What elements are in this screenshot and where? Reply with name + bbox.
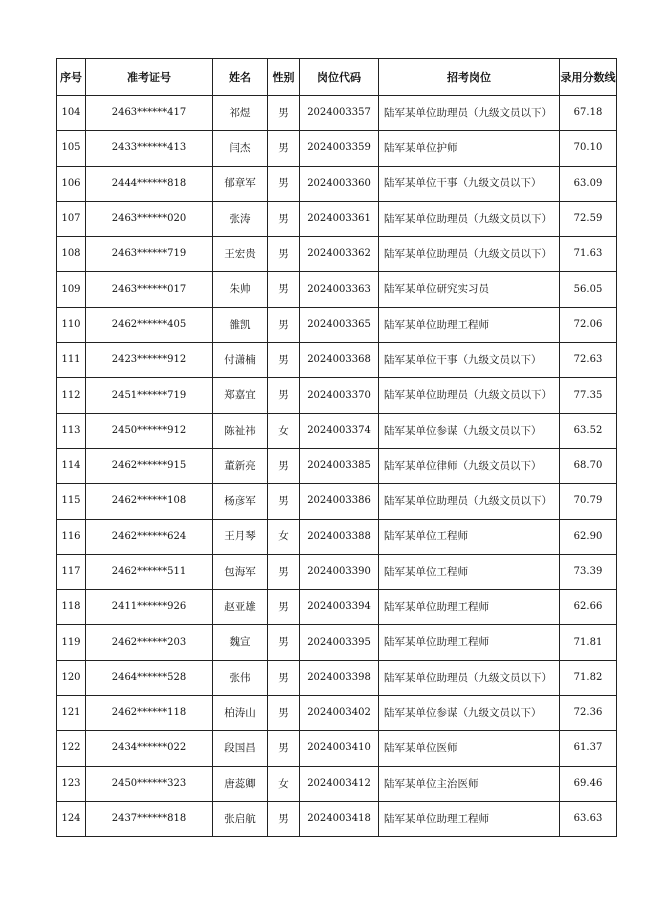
cell-ticket: 2463******719 [86,237,213,272]
cell-post: 陆军某单位助理工程师 [379,625,560,660]
cell-ticket: 2463******017 [86,272,213,307]
cell-gender: 男 [268,484,300,519]
cell-seq: 120 [57,660,86,695]
cell-post: 陆军某单位护师 [379,131,560,166]
cell-post-code: 2024003385 [300,448,379,483]
cell-ticket: 2462******511 [86,554,213,589]
table-header-row [57,59,617,96]
cell-ticket: 2434******022 [86,731,213,766]
cell-name: 闫杰 [213,131,268,166]
table-row [57,801,617,836]
cell-post: 陆军某单位助理工程师 [379,801,560,836]
cell-post-code: 2024003361 [300,201,379,236]
cell-ticket: 2444******818 [86,166,213,201]
table-row [57,625,617,660]
cell-gender: 男 [268,731,300,766]
cell-score: 71.81 [560,625,617,660]
cell-post-code: 2024003390 [300,554,379,589]
cell-post: 陆军某单位研究实习员 [379,272,560,307]
cell-ticket: 2463******020 [86,201,213,236]
cell-seq: 117 [57,554,86,589]
cell-name: 张启航 [213,801,268,836]
cell-post: 陆军某单位主治医师 [379,766,560,801]
cell-score: 62.90 [560,519,617,554]
cell-gender: 男 [268,696,300,731]
cell-score: 72.59 [560,201,617,236]
cell-score: 73.39 [560,554,617,589]
cell-ticket: 2437******818 [86,801,213,836]
cell-gender: 男 [268,237,300,272]
cell-gender: 男 [268,801,300,836]
table-row [57,166,617,201]
cell-post-code: 2024003370 [300,378,379,413]
cell-post-code: 2024003395 [300,625,379,660]
table-row [57,378,617,413]
cell-ticket: 2462******405 [86,307,213,342]
cell-post-code: 2024003412 [300,766,379,801]
table-row [57,413,617,448]
table-row [57,590,617,625]
cell-post: 陆军某单位助理工程师 [379,590,560,625]
cell-score: 70.79 [560,484,617,519]
cell-post-code: 2024003410 [300,731,379,766]
cell-ticket: 2411******926 [86,590,213,625]
cell-gender: 男 [268,448,300,483]
cell-gender: 男 [268,272,300,307]
cell-score: 62.66 [560,590,617,625]
cell-post: 陆军某单位律师（九级文员以下） [379,448,560,483]
table-row [57,201,617,236]
cell-gender: 男 [268,96,300,131]
cell-post: 陆军某单位干事（九级文员以下） [379,343,560,378]
cell-ticket: 2464******528 [86,660,213,695]
cell-score: 67.18 [560,96,617,131]
table-row [57,96,617,131]
cell-score: 69.46 [560,766,617,801]
cell-ticket: 2450******323 [86,766,213,801]
cell-seq: 123 [57,766,86,801]
cell-gender: 男 [268,625,300,660]
cell-name: 郑嘉宜 [213,378,268,413]
cell-ticket: 2462******624 [86,519,213,554]
table-row [57,484,617,519]
cell-name: 张涛 [213,201,268,236]
cell-seq: 121 [57,696,86,731]
cell-gender: 男 [268,307,300,342]
cell-score: 71.82 [560,660,617,695]
cell-post: 陆军某单位助理员（九级文员以下） [379,660,560,695]
cell-name: 柏涛山 [213,696,268,731]
cell-score: 72.63 [560,343,617,378]
cell-name: 付潇楠 [213,343,268,378]
cell-gender: 女 [268,413,300,448]
cell-post-code: 2024003368 [300,343,379,378]
cell-name: 陈祉祎 [213,413,268,448]
cell-post: 陆军某单位工程师 [379,519,560,554]
cell-ticket: 2433******413 [86,131,213,166]
cell-post-code: 2024003402 [300,696,379,731]
cell-seq: 106 [57,166,86,201]
table-body [57,96,617,837]
cell-score: 63.09 [560,166,617,201]
cell-score: 68.70 [560,448,617,483]
cell-post-code: 2024003365 [300,307,379,342]
cell-gender: 男 [268,590,300,625]
cell-post: 陆军某单位助理员（九级文员以下） [379,237,560,272]
cell-gender: 男 [268,131,300,166]
cell-name: 唐蕊卿 [213,766,268,801]
cell-name: 杨彦军 [213,484,268,519]
cell-name: 郁章军 [213,166,268,201]
table-row [57,448,617,483]
cell-post: 陆军某单位参谋（九级文员以下） [379,696,560,731]
cell-seq: 119 [57,625,86,660]
cell-post: 陆军某单位助理员（九级文员以下） [379,378,560,413]
cell-seq: 107 [57,201,86,236]
header-seq: 序号 [57,59,86,96]
admission-score-table [56,58,617,837]
cell-post-code: 2024003386 [300,484,379,519]
cell-seq: 105 [57,131,86,166]
cell-gender: 男 [268,201,300,236]
table-row [57,766,617,801]
cell-post: 陆军某单位医师 [379,731,560,766]
header-score: 录用分数线 [560,59,617,96]
cell-gender: 女 [268,766,300,801]
cell-post-code: 2024003394 [300,590,379,625]
table-row [57,731,617,766]
cell-score: 63.63 [560,801,617,836]
header-gender: 性别 [268,59,300,96]
cell-ticket: 2462******203 [86,625,213,660]
table-row [57,519,617,554]
cell-name: 包海军 [213,554,268,589]
cell-ticket: 2462******118 [86,696,213,731]
cell-gender: 男 [268,343,300,378]
table-row [57,307,617,342]
cell-seq: 118 [57,590,86,625]
cell-name: 张伟 [213,660,268,695]
cell-seq: 122 [57,731,86,766]
header-ticket: 准考证号 [86,59,213,96]
table-row [57,237,617,272]
cell-ticket: 2462******108 [86,484,213,519]
cell-seq: 110 [57,307,86,342]
cell-score: 61.37 [560,731,617,766]
cell-post: 陆军某单位干事（九级文员以下） [379,166,560,201]
table-row [57,554,617,589]
cell-name: 雒凯 [213,307,268,342]
cell-post: 陆军某单位助理员（九级文员以下） [379,201,560,236]
cell-ticket: 2450******912 [86,413,213,448]
cell-ticket: 2462******915 [86,448,213,483]
cell-gender: 男 [268,166,300,201]
cell-seq: 114 [57,448,86,483]
cell-post: 陆军某单位参谋（九级文员以下） [379,413,560,448]
header-post-code: 岗位代码 [300,59,379,96]
cell-name: 魏宣 [213,625,268,660]
cell-name: 董新亮 [213,448,268,483]
cell-gender: 男 [268,378,300,413]
cell-post-code: 2024003398 [300,660,379,695]
cell-seq: 108 [57,237,86,272]
table-row [57,272,617,307]
cell-seq: 112 [57,378,86,413]
cell-score: 70.10 [560,131,617,166]
cell-name: 祁煜 [213,96,268,131]
table-row [57,660,617,695]
cell-score: 71.63 [560,237,617,272]
cell-score: 56.05 [560,272,617,307]
cell-seq: 111 [57,343,86,378]
cell-score: 77.35 [560,378,617,413]
cell-seq: 115 [57,484,86,519]
cell-gender: 女 [268,519,300,554]
cell-post: 陆军某单位助理员（九级文员以下） [379,96,560,131]
cell-score: 72.36 [560,696,617,731]
cell-name: 王宏贵 [213,237,268,272]
cell-name: 王月琴 [213,519,268,554]
cell-post: 陆军某单位助理工程师 [379,307,560,342]
cell-post: 陆军某单位助理员（九级文员以下） [379,484,560,519]
cell-seq: 113 [57,413,86,448]
cell-name: 朱帅 [213,272,268,307]
header-name: 姓名 [213,59,268,96]
cell-seq: 109 [57,272,86,307]
cell-post-code: 2024003359 [300,131,379,166]
cell-post-code: 2024003388 [300,519,379,554]
cell-score: 63.52 [560,413,617,448]
cell-ticket: 2451******719 [86,378,213,413]
cell-post-code: 2024003360 [300,166,379,201]
cell-gender: 男 [268,660,300,695]
cell-seq: 104 [57,96,86,131]
cell-post-code: 2024003362 [300,237,379,272]
cell-name: 段国昌 [213,731,268,766]
cell-post-code: 2024003363 [300,272,379,307]
cell-seq: 124 [57,801,86,836]
cell-post-code: 2024003357 [300,96,379,131]
header-post: 招考岗位 [379,59,560,96]
cell-post-code: 2024003374 [300,413,379,448]
cell-seq: 116 [57,519,86,554]
cell-ticket: 2423******912 [86,343,213,378]
cell-ticket: 2463******417 [86,96,213,131]
cell-score: 72.06 [560,307,617,342]
table-row [57,696,617,731]
cell-gender: 男 [268,554,300,589]
table-row [57,131,617,166]
cell-post-code: 2024003418 [300,801,379,836]
table-row [57,343,617,378]
cell-post: 陆军某单位工程师 [379,554,560,589]
cell-name: 赵亚雄 [213,590,268,625]
